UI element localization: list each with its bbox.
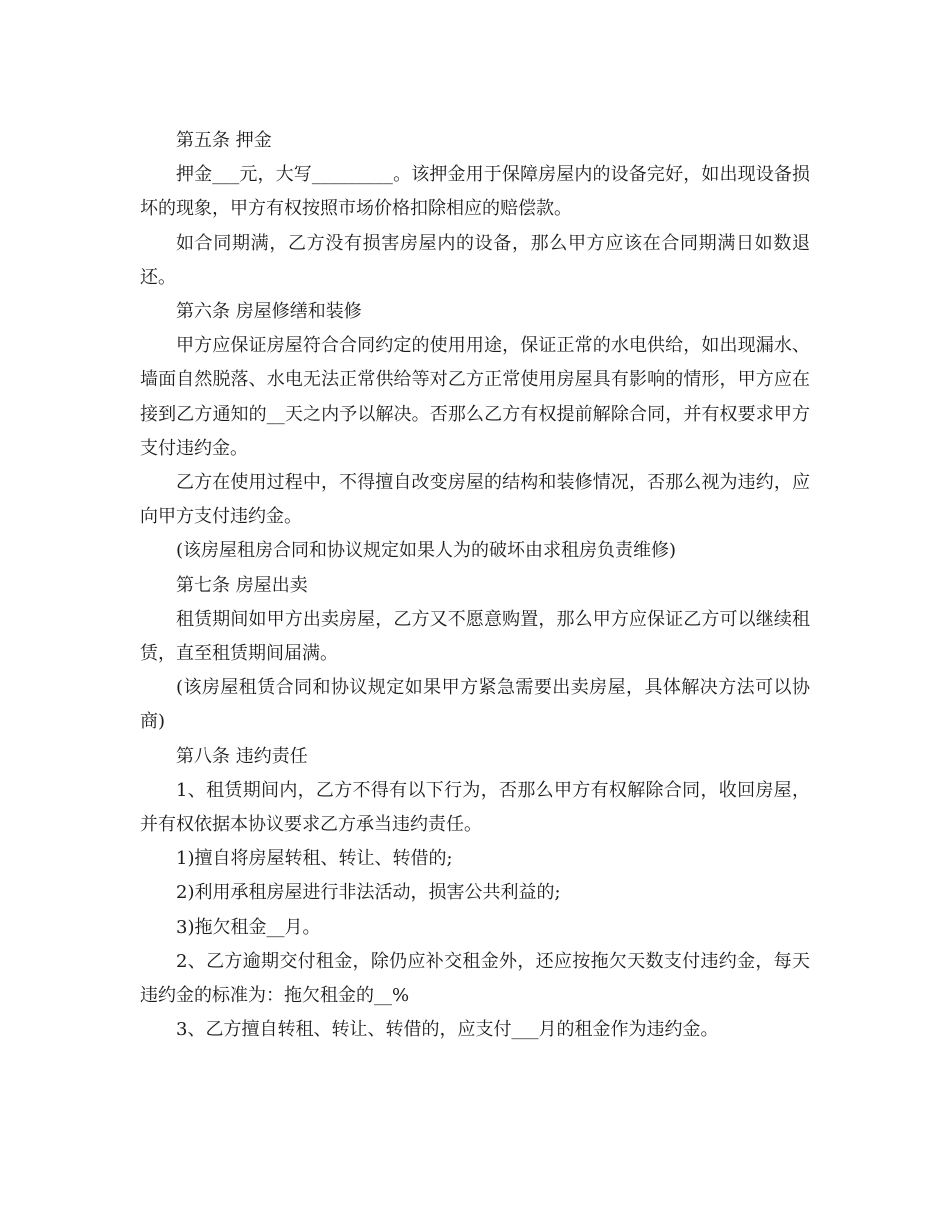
section-heading-5: 第五条 押金: [176, 130, 272, 151]
note-urgent-sale: (该房屋租赁合同和协议规定如果甲方紧急需要出卖房屋，具体解决方法可以协商): [140, 677, 810, 733]
clause-1: 1、租赁期间内，乙方不得有以下行为，否那么甲方有权解除合同，收回房屋，并有权依据本协议要求乙方承当违约责任。: [140, 779, 810, 836]
paragraph-deposit-refund: 如合同期满，乙方没有损害房屋内的设备，那么甲方应该在合同期满日如数退还。: [140, 232, 810, 288]
clause-1-item-1: 1)擅自将房屋转租、转让、转借的;: [176, 848, 453, 870]
section-heading-6: 第六条 房屋修缮和装修: [176, 301, 362, 323]
paragraph-no-alteration: 乙方在使用过程中，不得擅自改变房屋的结构和装修情况，否那么视为违约，应向甲方支付违约金。: [140, 472, 810, 528]
clause-2: 2、乙方逾期交付租金，除仍应补交租金外，还应按拖欠天数支付违约金，每天违约金的标准为：拖欠租金的__%: [140, 950, 810, 1007]
section-heading-8: 第八条 违约责任: [176, 745, 308, 767]
paragraph-house-sale: 租赁期间如甲方出卖房屋，乙方又不愿意购置，那么甲方应保证乙方可以继续租赁，直至租赁期间届满。: [140, 608, 810, 665]
clause-3: 3、乙方擅自转租、转让、转借的，应支付___月的租金作为违约金。: [176, 1019, 719, 1041]
paragraph-repair-obligation: 甲方应保证房屋符合合同约定的使用用途，保证正常的水电供给，如出现漏水、墙面自然脱落、水电无法正常供给等对乙方正常使用房屋具有影响的情形，甲方应在接到乙方通知的__天之内予以解决。否那么乙方有权提前解除合同，并有权要求甲方支付违约金。: [140, 335, 810, 459]
clause-1-item-3: 3)拖欠租金__月。: [176, 916, 321, 938]
paragraph-deposit: 押金___元，大写_________。该押金用于保障房屋内的设备完好，如出现设备损坏的现象，甲方有权按照市场价格扣除相应的赔偿款。: [140, 164, 810, 220]
section-heading-7: 第七条 房屋出卖: [176, 574, 308, 596]
note-damage-repair: (该房屋租房合同和协议规定如果人为的破坏由求租房负责维修): [176, 540, 677, 562]
document-body: [140, 124, 810, 1047]
clause-1-item-2: 2)利用承租房屋进行非法活动，损害公共利益的;: [176, 882, 561, 904]
